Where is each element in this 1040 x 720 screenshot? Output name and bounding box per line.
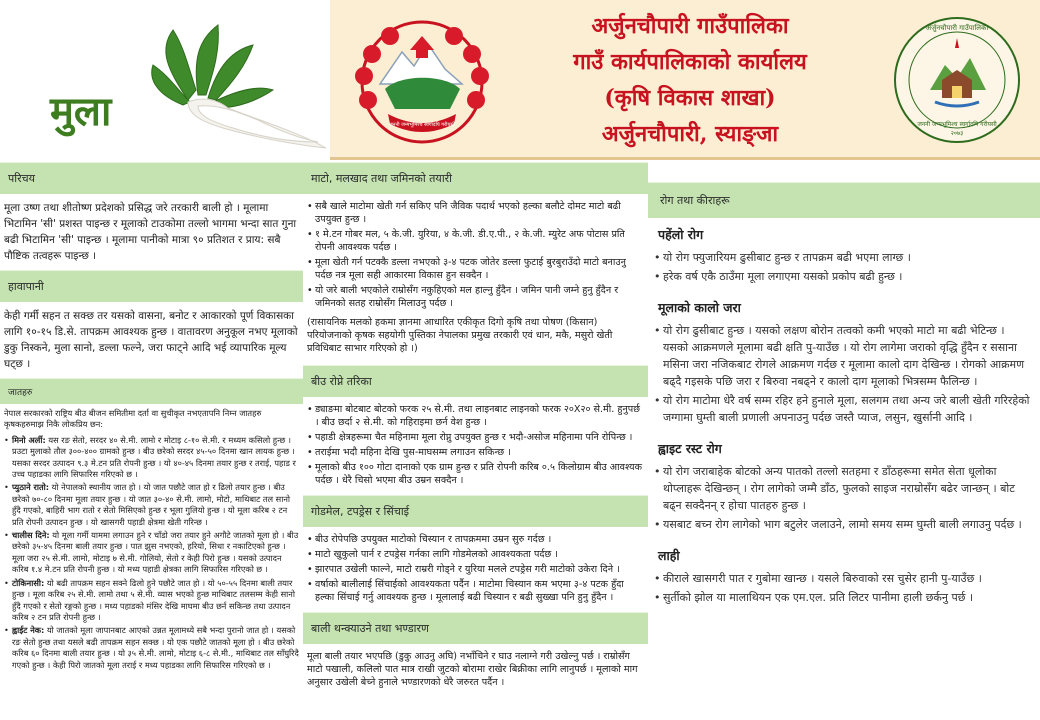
disease-item: • यो रोग ढुसीबाट हुन्छ । यसको लक्षण बोरोन तत्वको कमी भएको माटो मा बढी भेटिन्छ । यसको आक्रमणले मूलामा बढी क्षति पु-याउँछ । यो रोग लागेमा जराको वृद्धि हुँदैन र ससाना मसिना जरा नजिकबाट रोगले आक्रमण गर्दछ र मूलामा कालो दाग देखिन्छ । रोगको आक्रमण बढ्दै गइसके पछि जरा र बिरुवा नबढ्ने र कालो दाग मूलाको भित्रसम्म फैलिन्छ । [654,322,1032,390]
disease-title: ह्वाइट रस्ट रोग [658,441,722,456]
office-line-1: अर्जुनचौपारी गाउँपालिका [591,13,789,39]
disease-item: • सुर्तीको झोल या मालाथियन एक एम.एल. प्रति लिटर पानीमा हाली छर्कनु पर्छ । [654,589,1032,606]
variety-item: • ह्वाईट नेक: यो जातको मूला जापानबाट आएको उन्नत मूलामध्ये सबै भन्दा पुरानो जात हो । यसको रङ सेतो हुन्छ तथा यसले बढी तापक्रम सहन सक्छ । यो एक पछौटे जातको मूला हो । बीउ छरेको करिब ६० दिनमा बाली तयार हुन्छ । यो ३५ से.मी. लामो, मोटाइ ६-८ से.मी., माथिबाट तल साँघुरिदै गएको हुन्छ । केही पिरो जातको मूला तराई र मध्य पहाडका लागि सिफारिस गरिएको छ । [4,625,299,671]
nepal-emblem-icon [350,14,495,149]
care-item: • माटो खुकुलो पार्न र टपड्रेस गर्नका लागि गोडमेलको आवश्यकता पर्दछ । [307,548,644,561]
soil-item: • सबै खाले माटोमा खेती गर्न सकिए पनि जैविक पदार्थ भएको हल्का बलौटे दोमट माटो बढी उपयुक्त हुन्छ । [307,200,644,226]
office-line-2: गाउँ कार्यपालिकाको कार्यालय [573,49,807,75]
disease-title: मूलाको कालो जरा [658,300,741,315]
care-body [303,527,648,612]
sowing-item: • तराईमा भदौ महिना देखि पुस-माघसम्म लगाउन सकिन्छ । [307,446,644,459]
sowing-item: • पहाडी क्षेत्रहरूमा चैत महिनामा मूला रोप्नु उपयुक्त हुन्छ र भदौ-असोज महिनामा पनि रोपिन्छ । [307,431,644,444]
disease-item: • यसबाट बच्न रोग लागेको भाग बटुलेर जलाउने, लामो समय सम्म घुम्ती बाली लगाउनु पर्दछ । [654,516,1032,533]
municipality-logo-icon [890,10,1025,150]
disease-title: पहेंलो रोग [658,227,704,242]
soil-item: • मूला खेती गर्न पटक्कै डल्ला नभएको ३-४ पटक जोतेर डल्ला फुटाई बुरबुराउँदो माटो बनाउनु पर्दछ नत्र मूला सही आकारमा विकास हुन सक्दैन । [307,256,644,282]
sowing-item: • मूलाको बीउ १०० गोटा दानाको एक ग्राम हुन्छ र प्रति रोपनी करिब ०.५ किलोग्राम बीउ आवश्यक पर्दछ । धेरै चिसो भएमा बीउ उम्रन सक्दैन । [307,461,644,487]
office-banner [330,0,1040,160]
sowing-body [303,397,648,495]
harvest-text: मूला बाली तयार भएपछि (डुकु आउनु अघि) नभाँचिने र घाउ नलाग्ने गरी उखेल्नु पर्छ । राम्रोसँग माटो पखाली, कलिलो पात मात्र राखी जुटको बोरामा राखेर बिक्रीका लागि लानुपर्छ । मूलाको माग अनुसार उखेली बेच्ने हुनाले भण्डारणको धेरै जरुरत पर्दैन । [307,651,638,688]
variety-item: • प्युठाने रातो: यो नेपालको स्थानीय जात हो । यो जात पछौटे जात हो र ढिलो तयार हुन्छ । बीउ छरेको ७०-८० दिनमा मूला तयार हुन्छ । यो जात ३०-४० से.मी. लामो, मोटो, माथिबाट तल सानो हुँदै गएको, बाहिरी भाग रातो र सेतो मिसिएको हुन्छ र भूला गुलियो हुन्छ । यो मूला करिब २ टन प्रति रोपनी उत्पादन हुन्छ । यो खासगरी पहाडी क्षेत्रमा खेती गरिन्छ । [4,482,299,528]
varieties-intro: नेपाल सरकारको राष्ट्रिय बीउ बीजन समितीमा दर्ता वा सुचीकृत नभएतापनि निम्न जातहरु कृषकहरुमाझ निकै लोकप्रिय छन: [4,408,262,430]
logo-year: २०७३ [950,130,964,137]
office-title [500,8,880,152]
care-heading: गोडमेल, टपड्रेस र सिंचाई [303,495,648,527]
sowing-item: • ड्याङमा बोटबाट बोटको फरक २५ से.मी. तथा लाइनबाट लाइनको फरक २०X२० से.मी. हुनुपर्छ । बीउ छर्दा २ से.मी. को गहिराइमा छर्न वेश हुन्छ । [307,403,644,429]
column-diseases [648,162,1040,720]
variety-item: • मिनो अर्ली: यस रङ सेतो, सरदर ४० से.मी. लामो र मोटाइ ८-१० से.मी. र मध्यम कसिलो हुन्छ । प्रउटा मुलाको तौल ३००-४०० ग्रामको हुन्छ । बीउ छरेको सरदर ४५-५० दिनमा खान लायक हुन्छ । यसका सरदर उत्पादन ९.३ मे.टन प्रति रोपनी हुन्छ । यो ४०-४५ दिनमा तयार हुन्छ र तराई, पहाड र उच्च पहाडका लागि सिफारिस गरिएको छ । [4,435,299,481]
soil-note: (रासायनिक मलको हकमा ज्ञानमा आधारित एकीकृत दिगो कृषि तथा पोषण (किसान) परियोजनाको कृषक सहयोगी पुस्तिका नेपालका प्रमुख तरकारी एवं धान, मकै, मसुरो खेती प्रविधिबाट साभार गरिएको हो ।) [307,317,613,354]
sowing-heading: बीउ रोप्ने तरिका [303,365,648,397]
disease-item: • हरेक वर्ष एकै ठाउँमा मूला लगाएमा यसको प्रकोप बढी हुन्छ । [654,268,1032,285]
disease-item: • यो रोग जराबाहेक बोटको अन्य पातको तल्लो सतहमा र डाँठहरूमा समेत सेता धूलोका थोप्लाहरू देखिन्छन् । रोग लागेको जम्मै डाँठ, फुलको साइज नराम्रोसँग बढेर जान्छन् । बोट बढ्न सक्दैनन् र होचा पातहरु हुन्छ । [654,463,1032,514]
disease-title: लाही [658,548,680,563]
crop-title: मुला [50,89,112,135]
header-left [0,0,330,160]
disease-heading: रोग तथा कीराहरू [648,182,1040,218]
disease-item: • यो रोग फ्युजारियम ढुसीबाट हुन्छ र तापक्रम बढी भएमा लाग्छ । [654,249,1032,266]
care-item: • वर्षाको बालीलाई सिंचाईको आवश्यकता पर्दैन । माटोमा चिस्यान कम भएमा ३-४ पटक हुँदा हल्का सिंचाई गर्नु आवश्यक हुन्छ । मूलालाई बढी चिस्यान र बढी सुख्खा पनि हुनु हुँदैन । [307,578,644,604]
soil-heading: माटो, मलखाद तथा जमिनको तयारी [303,162,648,194]
intro-text: मूला उष्ण तथा शीतोष्ण प्रदेशको प्रसिद्ध जरे तरकारी बाली हो । मूलामा भिटामिन 'सी' प्रशस्त पाइन्छ र मूलाको टाउकोमा तल्लो भागमा भन्दा सात गुना बढी भिटामिन 'सी' पाइन्छ । मूलामा पानीको मात्रा ९० प्रतिशत र प्राय: सबै पौष्टिक तत्वहरू पाइन्छ । [4,202,297,262]
column-cultivation [303,162,648,720]
climate-heading: हावापानी [0,270,303,302]
disease-item: • कीराले खासगरी पात र गुबोमा खान्छ । यसले बिरुवाको रस चुसेर हानी पु-याउँछ । [654,570,1032,587]
soil-body [303,194,648,365]
care-item: • झारपात उखेली फाल्ने, माटो राम्ररी गोड्ने र युरिया मलले टपड्रेस गरी माटोको उकेरा दिने । [307,563,644,576]
column-intro [0,162,303,720]
soil-item: • १ मे.टन गोबर मल, ५ के.जी. युरिया, ४ के.जी. डी.ए.पी., २ के.जी. म्युरेट अफ पोटास प्रति रोपनी आवश्यक पर्दछ । [307,228,644,254]
radish-icon [148,20,328,155]
disease-item: • यो रोग माटोमा धेरै वर्ष सम्म रहिर हने हुनाले मूला, सलगम तथा अन्य जरे बाली खेती गरिरहेको जग्गामा घुम्ती बाली प्रणाली अपनाउनु पर्दछ जस्तै प्याज, लसुन, खुर्सानी आदि । [654,392,1032,426]
variety-item: • चालीस दिने: यो मूला गर्मी याममा लगाउन हुने र चाँडो जरा तयार हुने अगौटे जातको मूला हो । बीउ छरेको ३५-४५ दिनमा बाली तयार हुन्छ । पात झुस नभएको, हरियो, सिधा र नकाटिएको हुन्छ । मूला जरा २५ से.मी. लामो, मोटाइ ७ से.मी. गोलियो, सेतो र केही पिरो हुन्छ । यसको उत्पादन करिब १.४ मे.टन प्रति रोपनी हुन्छ । यो मध्य पहाडी क्षेत्रका लागि सिफारिस गरिएको छ । [4,530,299,576]
logo-text-bottom: जननी जन्मभूमिश्च स्वर्गादपि गरीयसी [917,121,997,128]
harvest-heading: बाली थन्क्याउने तथा भण्डारण [303,612,648,644]
intro-heading: परिचय [0,162,303,194]
care-item: • बीउ रोपेपछि उपयुक्त माटोको चिस्यान र तापक्रममा उम्रन सुरु गर्दछ । [307,533,644,546]
office-line-4: अर्जुनचौपारी, स्याङ्जा [601,121,779,147]
varieties-heading: जातहरु [0,378,303,404]
varieties-body [0,404,303,677]
office-line-3: (कृषि विकास शाखा) [604,85,776,111]
variety-item: • टोकिनासी: यो बढी तापक्रम सहन सक्ने ढिलो हुने पछौटे जात हो । यो ५०-५५ दिनमा बाली तयार हुन्छ । मूला करिब २५ से.मी. लामो तथा ५ से.मी. व्यास भएको हुन्छ माथिबाट तलसम्म केही सानो हुँदै गएको र सेतो रङ्गको हुन्छ । मध्य पहाडको मंसिर देखि माघमा बीउ छर्न सकिन्छ तथा उत्पादन करिब २ टन प्रति रोपनी हुन्छ । [4,578,299,624]
logo-text-top: अर्जुनचौपारी गाउँपालिका [925,24,989,32]
emblem-text: जननी जन्मभूमिश्च स्वर्गादपि गरीयसी [388,122,456,128]
soil-item: • यो जरे बाली भएकोले राम्रोसँग नकुहिएको मल हाल्नु हुँदैन । जमिन पानी जम्ने हुनु हुँदैन र जमिनको सतह राम्रोसँग मिलाउनु पर्दछ । [307,284,644,310]
climate-text: केही गर्मी सहन त सक्छ तर यसको वासना, बनोट र आकारको पूर्ण विकासका लागि १०-१५ डि.से. तापक्रम आवश्यक हुन्छ । वातावरण अनुकूल नभए मूलाको डुकु निस्कने, मुला सानो, डल्ला फल्ने, जरा फाट्ने आदि भई व्यापारिक मूल्य घट्छ । [4,310,298,370]
